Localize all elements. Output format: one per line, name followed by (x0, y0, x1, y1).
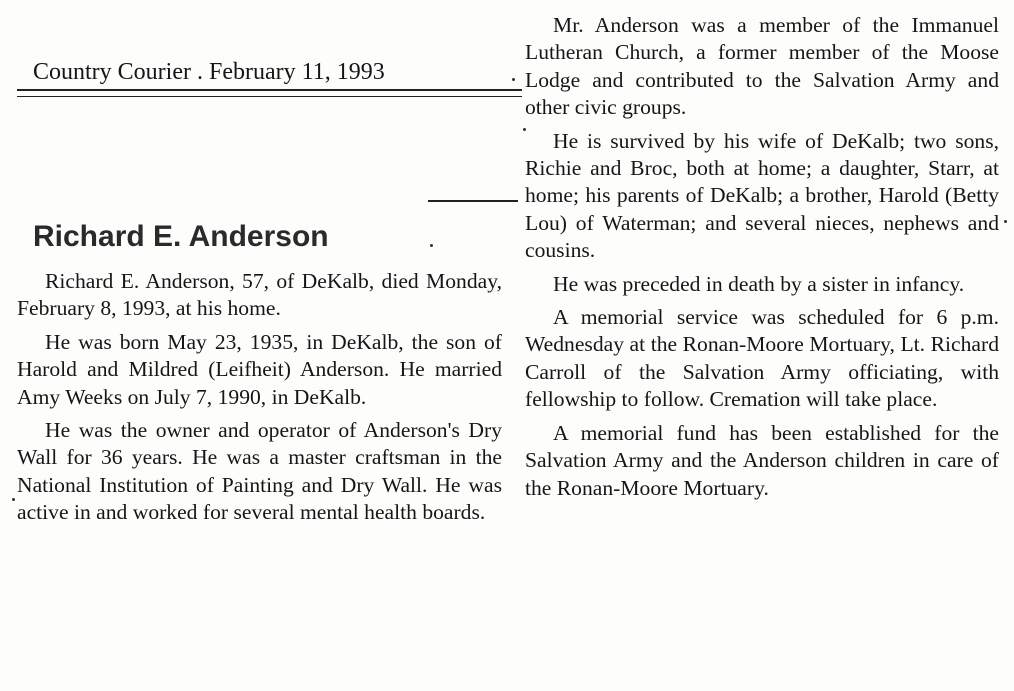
paragraph-memorial-service: A memorial service was scheduled for 6 p.m. Wednesday at the Ronan-Moore Mortuary, Lt. Richard Carroll of the Salvation Army officiating, with fellowship to follow. Cremation will take place. (525, 305, 999, 412)
paragraph-memberships: Mr. Anderson was a member of the Immanuel Lutheran Church, a former member of the Moose Lodge and contributed to the Salvation Army and other civic groups. (525, 13, 999, 120)
column-divider-rule (428, 200, 518, 202)
print-speck (512, 78, 515, 81)
left-column (17, 268, 502, 533)
print-speck (430, 244, 433, 247)
masthead-rule-bottom (17, 96, 522, 97)
paragraph-career: He was the owner and operator of Anderson's Dry Wall for 36 years. He was a master craftsman in the National Institution of Painting and Dry Wall. He was active in and worked for several mental health boards. (17, 418, 502, 525)
obituary-title: Richard E. Anderson (33, 220, 329, 253)
paragraph-preceded: He was preceded in death by a sister in infancy. (553, 271, 965, 296)
print-speck (523, 128, 526, 131)
paragraph-memorial-fund: A memorial fund has been established for the Salvation Army and the Anderson children in care of the Ronan-Moore Mortuary. (525, 420, 999, 500)
print-speck (12, 498, 15, 501)
masthead-rule-top (17, 89, 522, 91)
masthead: Country Courier . February 11, 1993 (33, 59, 385, 85)
print-speck (1004, 220, 1007, 223)
paragraph-survivors: He is survived by his wife of DeKalb; two sons, Richie and Broc, both at home; a daughter, Starr, at home; his parents of DeKalb; a brother, Harold (Betty Lou) of Waterman; and several nieces, nephews and cousins. (525, 128, 999, 263)
right-column (525, 12, 999, 508)
paragraph-death-notice: Richard E. Anderson, 57, of DeKalb, died Monday, February 8, 1993, at his home. (17, 269, 502, 321)
paragraph-birth: He was born May 23, 1935, in DeKalb, the son of Harold and Mildred (Leifheit) Anderson. He married Amy Weeks on July 7, 1990, in DeKalb. (17, 329, 502, 409)
